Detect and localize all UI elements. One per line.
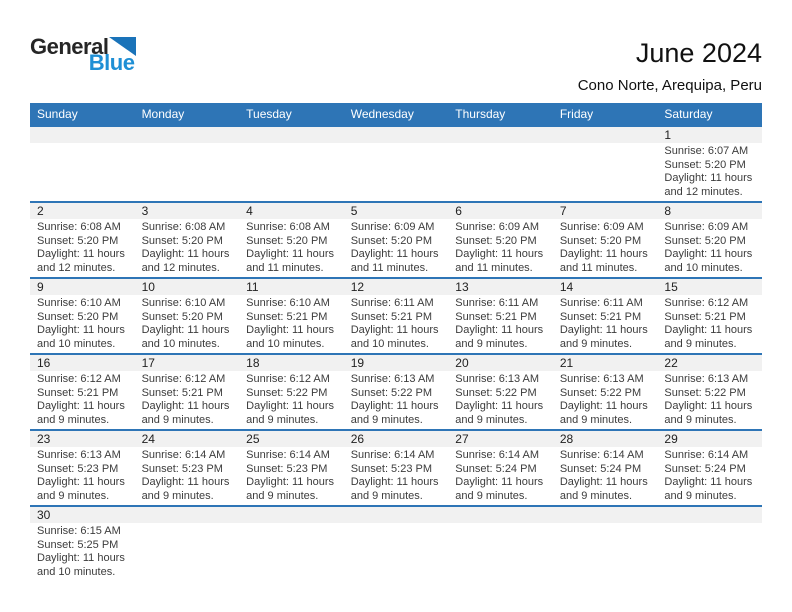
day-number-cell bbox=[135, 280, 240, 294]
daylight-line1: Daylight: 11 hours bbox=[246, 400, 334, 412]
day-cell bbox=[553, 447, 658, 505]
daylight-line2: and 9 minutes. bbox=[664, 337, 737, 350]
weekday-header-saturday: Saturday bbox=[664, 107, 713, 121]
empty-day-cell bbox=[553, 523, 658, 581]
day-cell bbox=[135, 219, 240, 277]
day-cell bbox=[135, 447, 240, 505]
sunset-text: Sunset: 5:24 PM bbox=[455, 462, 537, 475]
sunset-text: Sunset: 5:21 PM bbox=[350, 310, 433, 323]
day-cell bbox=[448, 295, 553, 353]
day-details-band bbox=[30, 523, 762, 581]
logo-text-blue: Blue bbox=[88, 50, 135, 75]
day-number: 29 bbox=[664, 432, 678, 446]
empty-day-cell bbox=[344, 523, 449, 581]
empty-day-cell bbox=[344, 143, 449, 201]
day-cell bbox=[553, 295, 658, 353]
day-cell bbox=[344, 295, 449, 353]
sunrise-text: Sunrise: 6:14 AM bbox=[455, 449, 540, 461]
day-number-cell bbox=[30, 356, 135, 370]
daylight-line1: Daylight: 11 hours bbox=[350, 476, 439, 488]
daylight-line2: and 9 minutes. bbox=[455, 337, 528, 350]
sunrise-text: Sunrise: 6:11 AM bbox=[350, 297, 434, 309]
daylight-line1: Daylight: 11 hours bbox=[37, 476, 125, 488]
week-row bbox=[30, 353, 762, 429]
week-row bbox=[30, 505, 762, 581]
day-number-cell bbox=[344, 280, 449, 294]
weekday-header-monday: Monday bbox=[141, 107, 185, 121]
sunset-text: Sunset: 5:21 PM bbox=[246, 310, 328, 323]
day-number: 25 bbox=[246, 432, 260, 446]
day-cell bbox=[553, 371, 658, 429]
daylight-line1: Daylight: 11 hours bbox=[559, 400, 648, 412]
weekday-header-tuesday: Tuesday bbox=[246, 107, 292, 121]
empty-day-cell bbox=[448, 523, 553, 581]
day-cell bbox=[30, 295, 135, 353]
daylight-line2: and 12 minutes. bbox=[141, 261, 220, 274]
day-cell bbox=[30, 523, 135, 581]
day-cell bbox=[239, 295, 344, 353]
daylight-line2: and 10 minutes. bbox=[246, 337, 325, 350]
page-header bbox=[0, 0, 792, 94]
day-cell bbox=[657, 295, 762, 353]
sunset-text: Sunset: 5:21 PM bbox=[559, 310, 642, 323]
day-number: 10 bbox=[141, 280, 155, 294]
daylight-line2: and 9 minutes. bbox=[246, 489, 319, 502]
day-number: 6 bbox=[455, 204, 462, 218]
day-number-cell bbox=[30, 204, 135, 218]
day-number-cell bbox=[448, 432, 553, 446]
weekday-header-wednesday: Wednesday bbox=[350, 107, 414, 121]
week-row bbox=[30, 125, 762, 201]
day-number: 4 bbox=[246, 204, 253, 218]
day-cell bbox=[30, 371, 135, 429]
daylight-line2: and 9 minutes. bbox=[37, 489, 110, 502]
day-number-cell bbox=[553, 204, 658, 218]
day-number-cell bbox=[135, 356, 240, 370]
sunset-text: Sunset: 5:21 PM bbox=[664, 310, 746, 323]
calendar-table bbox=[30, 103, 762, 581]
daylight-line2: and 11 minutes. bbox=[455, 261, 533, 274]
sunrise-text: Sunrise: 6:13 AM bbox=[37, 449, 121, 461]
day-cell bbox=[344, 447, 449, 505]
sunset-text: Sunset: 5:20 PM bbox=[37, 234, 119, 247]
sunrise-text: Sunrise: 6:09 AM bbox=[455, 221, 540, 233]
day-number-band bbox=[30, 355, 762, 371]
sunset-text: Sunset: 5:23 PM bbox=[141, 462, 223, 475]
day-number-cell bbox=[448, 280, 553, 294]
sunset-text: Sunset: 5:22 PM bbox=[559, 386, 642, 399]
daylight-line1: Daylight: 11 hours bbox=[455, 476, 544, 488]
day-details-band bbox=[30, 447, 762, 505]
day-number: 28 bbox=[559, 432, 574, 446]
daylight-line1: Daylight: 11 hours bbox=[246, 476, 334, 488]
day-number-band bbox=[30, 431, 762, 447]
sunrise-text: Sunrise: 6:14 AM bbox=[664, 449, 749, 461]
sunset-text: Sunset: 5:21 PM bbox=[37, 386, 119, 399]
daylight-line1: Daylight: 11 hours bbox=[141, 400, 230, 412]
sunrise-text: Sunrise: 6:10 AM bbox=[141, 297, 226, 309]
sunset-text: Sunset: 5:20 PM bbox=[664, 158, 746, 171]
day-number: 17 bbox=[141, 356, 155, 370]
day-number: 13 bbox=[455, 280, 469, 294]
day-number-cell bbox=[448, 356, 553, 370]
empty-day-cell bbox=[657, 523, 762, 581]
day-cell bbox=[30, 447, 135, 505]
day-number: 20 bbox=[455, 356, 469, 370]
daylight-line1: Daylight: 11 hours bbox=[664, 324, 753, 336]
empty-day-cell bbox=[135, 143, 240, 201]
day-number: 8 bbox=[664, 204, 672, 218]
title-block bbox=[578, 36, 762, 94]
day-cell bbox=[135, 371, 240, 429]
day-cell bbox=[344, 219, 449, 277]
daylight-line2: and 12 minutes. bbox=[664, 185, 743, 198]
day-number-cell bbox=[30, 508, 135, 522]
weekday-header-row bbox=[30, 103, 762, 125]
daylight-line1: Daylight: 11 hours bbox=[664, 248, 753, 260]
daylight-line1: Daylight: 11 hours bbox=[350, 324, 439, 336]
day-cell bbox=[30, 219, 135, 277]
sunrise-text: Sunrise: 6:14 AM bbox=[141, 449, 226, 461]
day-details-band bbox=[30, 295, 762, 353]
sunrise-text: Sunrise: 6:08 AM bbox=[246, 221, 330, 233]
day-number: 26 bbox=[350, 432, 365, 446]
day-number: 19 bbox=[350, 356, 365, 370]
day-cell bbox=[239, 447, 344, 505]
sunset-text: Sunset: 5:20 PM bbox=[664, 234, 746, 247]
day-cell bbox=[448, 219, 553, 277]
sunset-text: Sunset: 5:24 PM bbox=[559, 462, 642, 475]
daylight-line2: and 10 minutes. bbox=[37, 565, 116, 578]
daylight-line1: Daylight: 11 hours bbox=[141, 248, 230, 260]
daylight-line1: Daylight: 11 hours bbox=[246, 324, 334, 336]
page-title: June 2024 bbox=[635, 38, 762, 68]
logo-text-general: General bbox=[30, 34, 109, 59]
day-number-cell bbox=[657, 280, 762, 294]
week-row bbox=[30, 277, 762, 353]
daylight-line1: Daylight: 11 hours bbox=[455, 400, 544, 412]
sunrise-text: Sunrise: 6:12 AM bbox=[246, 373, 330, 385]
daylight-line2: and 9 minutes. bbox=[246, 413, 319, 426]
sunset-text: Sunset: 5:23 PM bbox=[350, 462, 433, 475]
general-blue-logo bbox=[30, 36, 136, 74]
sunrise-text: Sunrise: 6:09 AM bbox=[559, 221, 644, 233]
daylight-line2: and 10 minutes. bbox=[37, 337, 116, 350]
day-number: 24 bbox=[141, 432, 155, 446]
daylight-line1: Daylight: 11 hours bbox=[455, 324, 544, 336]
day-number-cell bbox=[239, 432, 344, 446]
day-number: 2 bbox=[37, 204, 44, 218]
day-cell bbox=[553, 219, 658, 277]
sunrise-text: Sunrise: 6:13 AM bbox=[350, 373, 435, 385]
sunrise-text: Sunrise: 6:12 AM bbox=[37, 373, 121, 385]
day-number: 16 bbox=[37, 356, 51, 370]
sunset-text: Sunset: 5:22 PM bbox=[664, 386, 746, 399]
day-details-band bbox=[30, 219, 762, 277]
sunrise-text: Sunrise: 6:14 AM bbox=[246, 449, 330, 461]
daylight-line1: Daylight: 11 hours bbox=[37, 552, 125, 564]
daylight-line2: and 11 minutes. bbox=[559, 261, 638, 274]
sunrise-text: Sunrise: 6:09 AM bbox=[350, 221, 435, 233]
day-number: 21 bbox=[559, 356, 574, 370]
day-number-cell bbox=[553, 280, 658, 294]
day-number-band bbox=[30, 203, 762, 219]
daylight-line1: Daylight: 11 hours bbox=[350, 400, 439, 412]
day-cell bbox=[657, 447, 762, 505]
day-number-band bbox=[30, 279, 762, 295]
day-number-cell bbox=[30, 280, 135, 294]
day-number-cell bbox=[239, 280, 344, 294]
empty-day-cell bbox=[553, 143, 658, 201]
day-cell bbox=[135, 295, 240, 353]
sunrise-text: Sunrise: 6:07 AM bbox=[664, 145, 749, 157]
day-number-cell bbox=[239, 204, 344, 218]
daylight-line2: and 9 minutes. bbox=[664, 413, 737, 426]
daylight-line2: and 9 minutes. bbox=[350, 489, 423, 502]
sunrise-text: Sunrise: 6:13 AM bbox=[559, 373, 644, 385]
sunrise-text: Sunrise: 6:12 AM bbox=[141, 373, 226, 385]
daylight-line2: and 9 minutes. bbox=[559, 413, 632, 426]
weekday-header-friday: Friday bbox=[559, 107, 594, 121]
sunrise-text: Sunrise: 6:14 AM bbox=[559, 449, 644, 461]
day-cell bbox=[657, 143, 762, 201]
weekday-header-sunday: Sunday bbox=[37, 107, 78, 121]
empty-day-cell bbox=[448, 143, 553, 201]
day-number-cell bbox=[344, 356, 449, 370]
sunset-text: Sunset: 5:25 PM bbox=[37, 538, 119, 551]
sunset-text: Sunset: 5:20 PM bbox=[141, 310, 223, 323]
daylight-line1: Daylight: 11 hours bbox=[455, 248, 544, 260]
day-number-cell bbox=[657, 432, 762, 446]
day-number-cell bbox=[553, 356, 658, 370]
day-number: 5 bbox=[350, 204, 358, 218]
day-number: 15 bbox=[664, 280, 678, 294]
daylight-line2: and 9 minutes. bbox=[664, 489, 737, 502]
day-number: 22 bbox=[664, 356, 678, 370]
sunset-text: Sunset: 5:20 PM bbox=[141, 234, 223, 247]
sunset-text: Sunset: 5:20 PM bbox=[350, 234, 433, 247]
daylight-line2: and 9 minutes. bbox=[141, 489, 214, 502]
empty-day-cell bbox=[239, 143, 344, 201]
day-number: 9 bbox=[37, 280, 44, 294]
sunrise-text: Sunrise: 6:14 AM bbox=[350, 449, 435, 461]
sunrise-text: Sunrise: 6:10 AM bbox=[246, 297, 330, 309]
day-number: 27 bbox=[455, 432, 469, 446]
daylight-line2: and 10 minutes. bbox=[141, 337, 220, 350]
daylight-line2: and 9 minutes. bbox=[141, 413, 214, 426]
day-number: 7 bbox=[559, 204, 567, 218]
sunrise-text: Sunrise: 6:12 AM bbox=[664, 297, 749, 309]
daylight-line1: Daylight: 11 hours bbox=[664, 172, 753, 184]
day-number: 14 bbox=[559, 280, 574, 294]
sunset-text: Sunset: 5:23 PM bbox=[246, 462, 328, 475]
day-number: 3 bbox=[141, 204, 149, 218]
daylight-line1: Daylight: 11 hours bbox=[246, 248, 334, 260]
day-number-cell bbox=[657, 204, 762, 218]
daylight-line2: and 9 minutes. bbox=[559, 337, 632, 350]
day-number: 30 bbox=[37, 508, 51, 522]
day-cell bbox=[239, 219, 344, 277]
daylight-line1: Daylight: 11 hours bbox=[37, 400, 125, 412]
daylight-line1: Daylight: 11 hours bbox=[664, 400, 753, 412]
day-number-cell bbox=[657, 356, 762, 370]
sunrise-text: Sunrise: 6:15 AM bbox=[37, 525, 121, 537]
day-number: 23 bbox=[37, 432, 51, 446]
daylight-line1: Daylight: 11 hours bbox=[350, 248, 439, 260]
empty-day-cell bbox=[30, 143, 135, 201]
day-number: 12 bbox=[350, 280, 365, 294]
daylight-line1: Daylight: 11 hours bbox=[559, 248, 648, 260]
day-number: 11 bbox=[246, 280, 259, 294]
sunset-text: Sunset: 5:20 PM bbox=[455, 234, 537, 247]
sunset-text: Sunset: 5:21 PM bbox=[141, 386, 223, 399]
sunset-text: Sunset: 5:22 PM bbox=[350, 386, 433, 399]
day-cell bbox=[344, 371, 449, 429]
daylight-line2: and 10 minutes. bbox=[664, 261, 743, 274]
daylight-line1: Daylight: 11 hours bbox=[664, 476, 753, 488]
sunset-text: Sunset: 5:20 PM bbox=[246, 234, 328, 247]
sunrise-text: Sunrise: 6:11 AM bbox=[559, 297, 643, 309]
sunset-text: Sunset: 5:21 PM bbox=[455, 310, 537, 323]
weeks-container bbox=[30, 125, 762, 581]
daylight-line2: and 11 minutes. bbox=[246, 261, 324, 274]
day-number-cell bbox=[657, 128, 762, 142]
daylight-line1: Daylight: 11 hours bbox=[559, 476, 648, 488]
day-number-cell bbox=[344, 432, 449, 446]
sunrise-text: Sunrise: 6:09 AM bbox=[664, 221, 749, 233]
daylight-line2: and 9 minutes. bbox=[559, 489, 632, 502]
day-number-cell bbox=[30, 432, 135, 446]
week-row bbox=[30, 201, 762, 277]
daylight-line2: and 11 minutes. bbox=[350, 261, 429, 274]
day-number-cell bbox=[448, 204, 553, 218]
sunrise-text: Sunrise: 6:10 AM bbox=[37, 297, 121, 309]
daylight-line1: Daylight: 11 hours bbox=[559, 324, 648, 336]
day-number: 18 bbox=[246, 356, 260, 370]
day-number-cell bbox=[135, 432, 240, 446]
day-number-band bbox=[30, 127, 762, 143]
daylight-line2: and 9 minutes. bbox=[455, 489, 528, 502]
sunset-text: Sunset: 5:20 PM bbox=[559, 234, 642, 247]
sunrise-text: Sunrise: 6:08 AM bbox=[37, 221, 121, 233]
day-cell bbox=[657, 371, 762, 429]
day-number-band bbox=[30, 507, 762, 523]
day-cell bbox=[448, 371, 553, 429]
sunrise-text: Sunrise: 6:13 AM bbox=[455, 373, 540, 385]
sunset-text: Sunset: 5:20 PM bbox=[37, 310, 119, 323]
daylight-line2: and 9 minutes. bbox=[455, 413, 528, 426]
day-number-cell bbox=[344, 204, 449, 218]
daylight-line2: and 9 minutes. bbox=[37, 413, 110, 426]
sunset-text: Sunset: 5:22 PM bbox=[246, 386, 328, 399]
empty-day-cell bbox=[239, 523, 344, 581]
daylight-line2: and 12 minutes. bbox=[37, 261, 116, 274]
day-details-band bbox=[30, 371, 762, 429]
page-subtitle: Cono Norte, Arequipa, Peru bbox=[577, 77, 762, 94]
daylight-line2: and 10 minutes. bbox=[350, 337, 429, 350]
day-cell bbox=[239, 371, 344, 429]
sunrise-text: Sunrise: 6:11 AM bbox=[455, 297, 539, 309]
day-cell bbox=[657, 219, 762, 277]
day-number-cell bbox=[135, 204, 240, 218]
daylight-line1: Daylight: 11 hours bbox=[37, 324, 125, 336]
daylight-line2: and 9 minutes. bbox=[350, 413, 423, 426]
sunset-text: Sunset: 5:23 PM bbox=[37, 462, 119, 475]
sunset-text: Sunset: 5:24 PM bbox=[664, 462, 746, 475]
sunset-text: Sunset: 5:22 PM bbox=[455, 386, 537, 399]
day-cell bbox=[448, 447, 553, 505]
week-row bbox=[30, 429, 762, 505]
empty-day-cell bbox=[135, 523, 240, 581]
day-number-cell bbox=[553, 432, 658, 446]
day-number: 1 bbox=[664, 128, 672, 142]
daylight-line1: Daylight: 11 hours bbox=[141, 476, 230, 488]
daylight-line1: Daylight: 11 hours bbox=[37, 248, 125, 260]
day-details-band bbox=[30, 143, 762, 201]
weekday-header-thursday: Thursday bbox=[455, 107, 506, 121]
day-number-cell bbox=[239, 356, 344, 370]
sunrise-text: Sunrise: 6:08 AM bbox=[141, 221, 226, 233]
daylight-line1: Daylight: 11 hours bbox=[141, 324, 230, 336]
sunrise-text: Sunrise: 6:13 AM bbox=[664, 373, 749, 385]
